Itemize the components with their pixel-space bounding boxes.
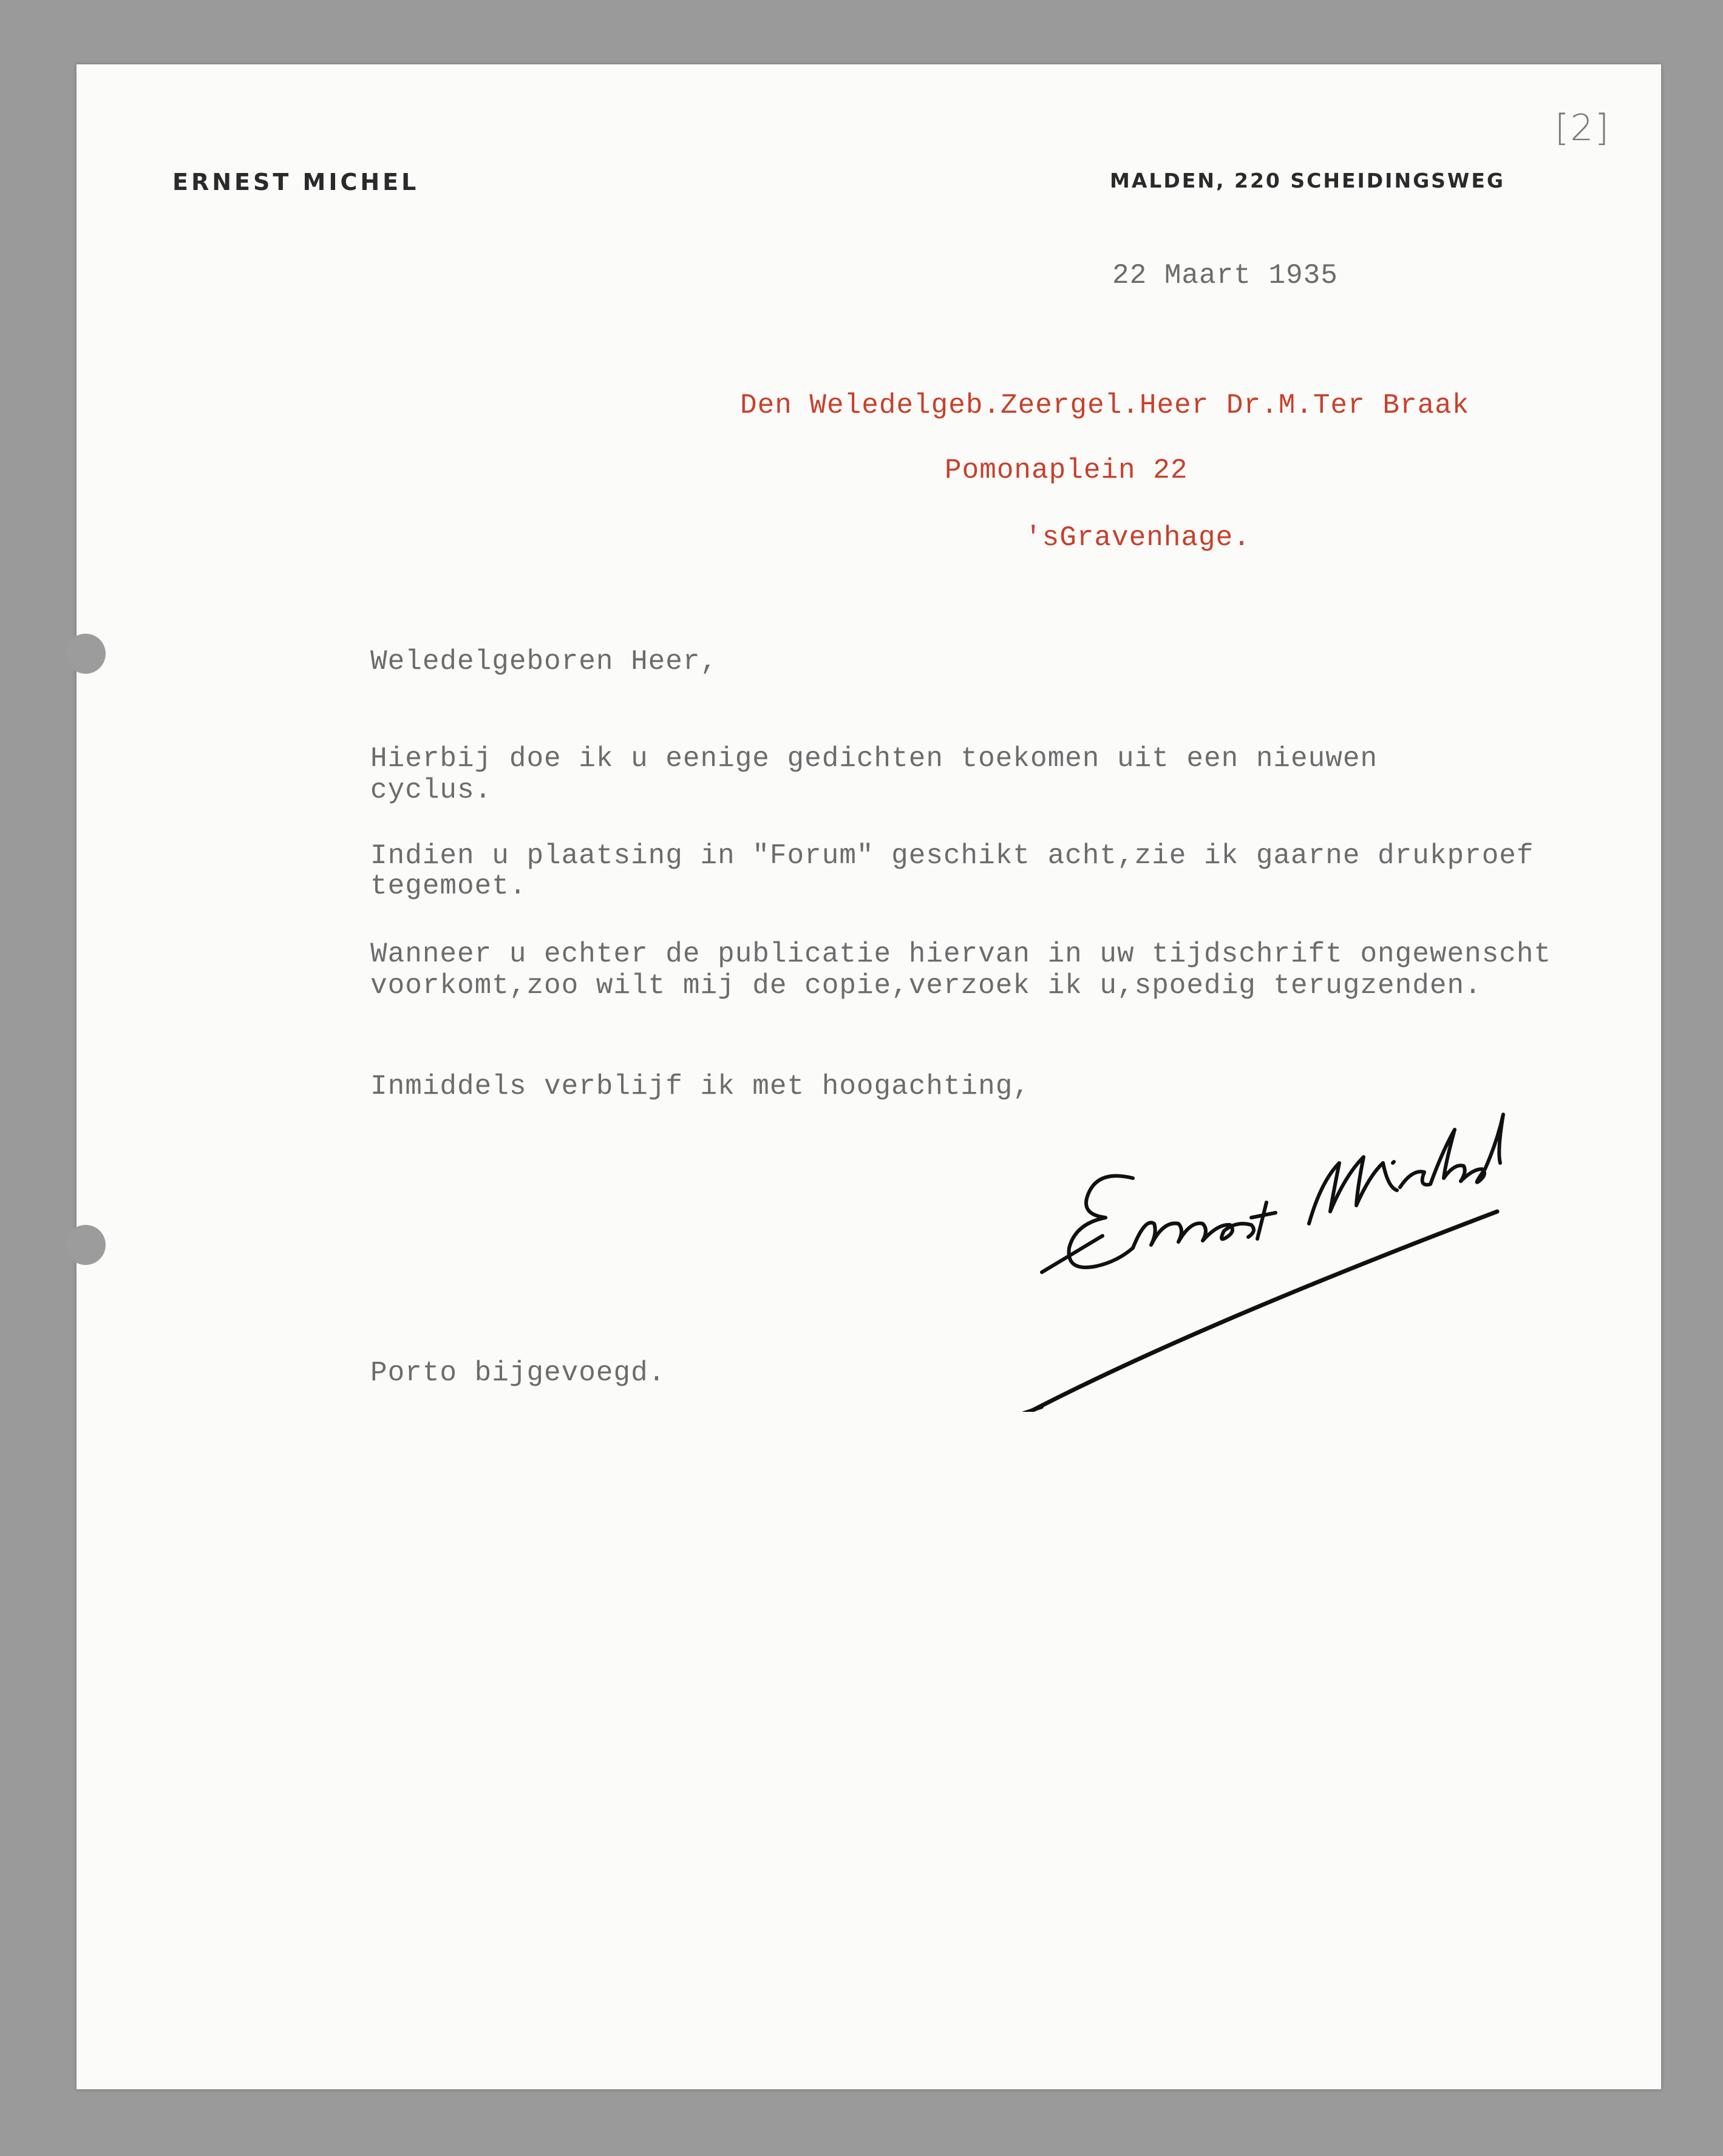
letterhead-name: ERNEST MICHEL <box>172 169 420 195</box>
recipient-line-3: 'sGravenhage. <box>1025 522 1251 554</box>
paragraph-1-line-1: Hierbij doe ik u eenige gedichten toekomen uit een nieuwen <box>370 743 1378 775</box>
postscript: Porto bijgevoegd. <box>370 1357 666 1389</box>
punch-hole-top <box>66 634 106 674</box>
letter-page <box>76 64 1661 2089</box>
letter-date: 22 Maart 1935 <box>1112 260 1338 291</box>
handwritten-signature <box>951 1072 1528 1412</box>
paragraph-3-line-1: Wanneer u echter de publicatie hiervan in uw tijdschrift ongewenscht <box>370 938 1552 970</box>
closing-line: Inmiddels verblijf ik met hoogachting, <box>370 1071 1030 1102</box>
punch-hole-bottom <box>66 1225 106 1265</box>
paragraph-1-line-2: cyclus. <box>370 775 492 806</box>
recipient-line-2: Pomonaplein 22 <box>945 455 1188 486</box>
salutation: Weledelgeboren Heer, <box>370 646 718 677</box>
letterhead-address: MALDEN, 220 SCHEIDINGSWEG <box>1110 169 1505 192</box>
archive-number: [2] <box>1555 107 1610 149</box>
paragraph-2-line-1: Indien u plaatsing in "Forum" geschikt acht,zie ik gaarne drukproef <box>370 840 1534 872</box>
paragraph-2-line-2: tegemoet. <box>370 870 527 902</box>
paragraph-3-line-2: voorkomt,zoo wilt mij de copie,verzoek ik u,spoedig terugzenden. <box>370 970 1482 1002</box>
recipient-line-1: Den Weledelgeb.Zeergel.Heer Dr.M.Ter Braak <box>740 390 1470 421</box>
